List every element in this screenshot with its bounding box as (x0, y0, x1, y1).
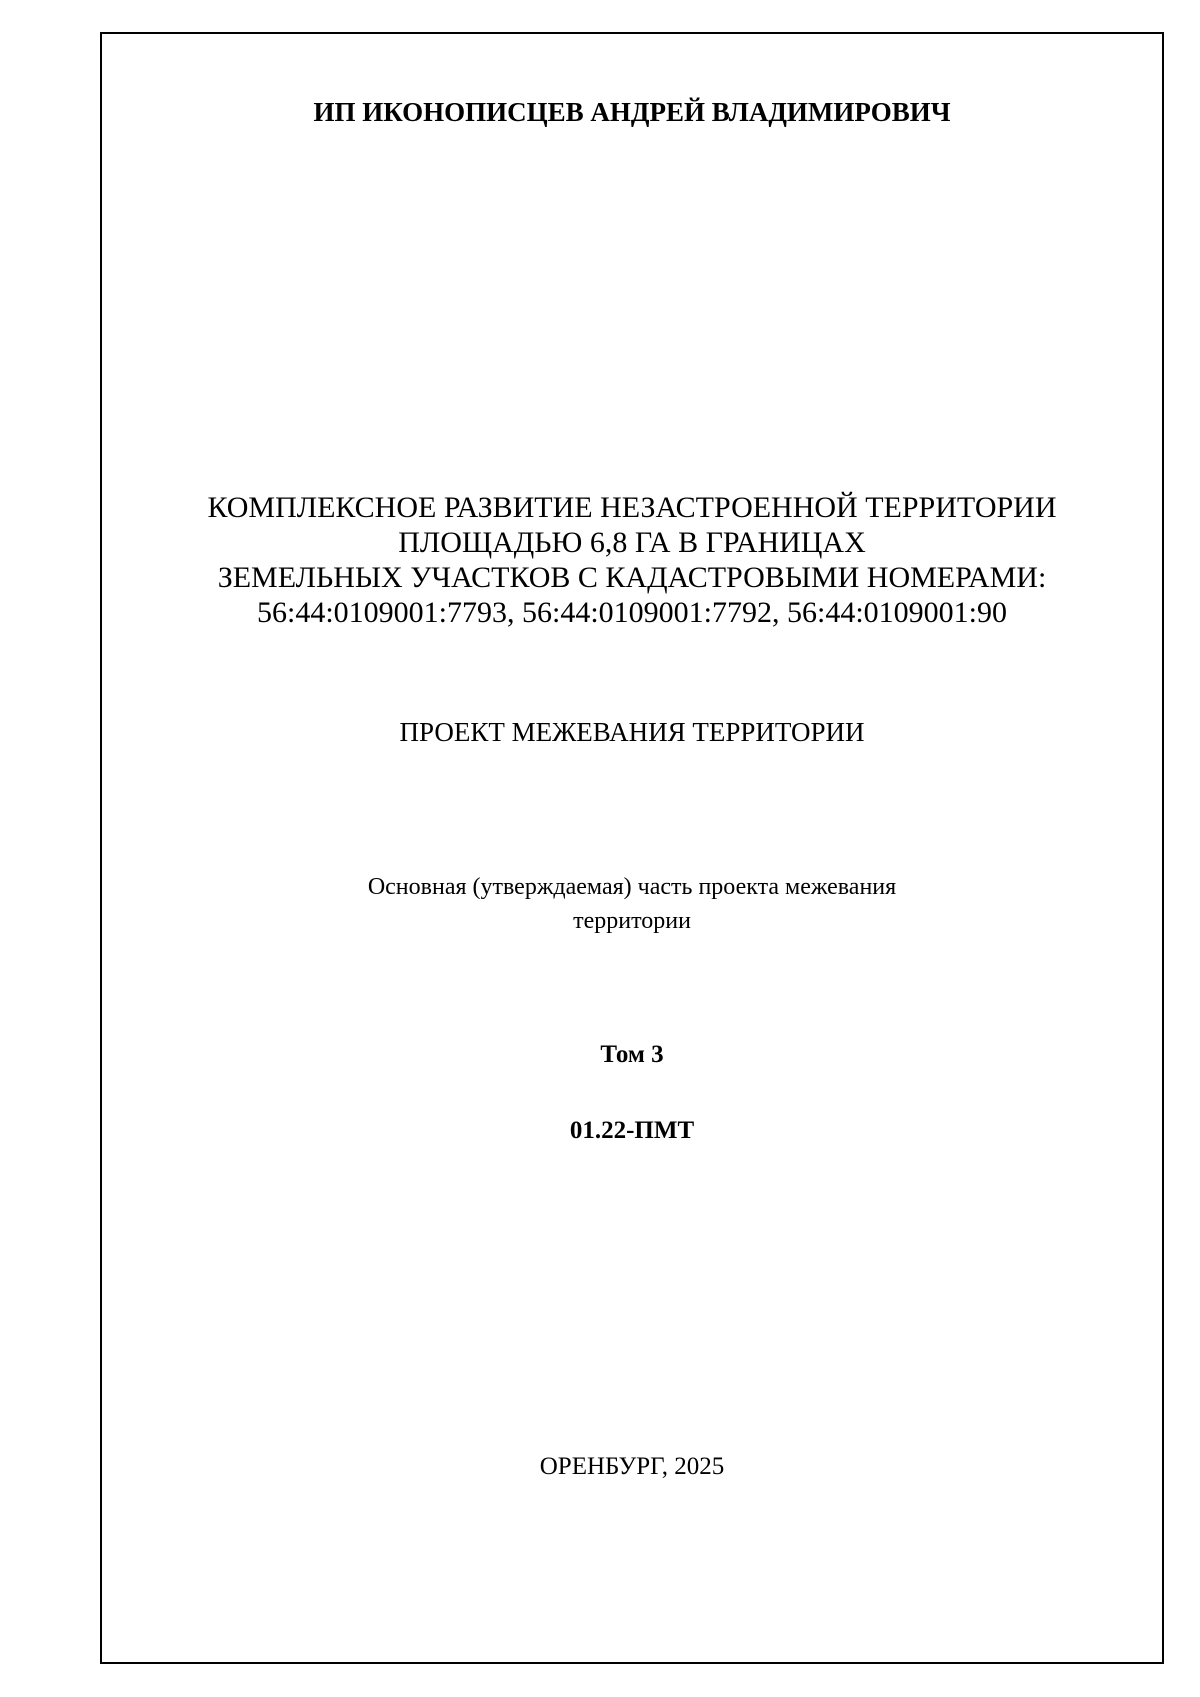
page-border-frame (100, 32, 1164, 1664)
title-line: ПЛОЩАДЬЮ 6,8 ГА В ГРАНИЦАХ (398, 526, 866, 559)
document-part (100, 870, 1164, 938)
document-title (100, 490, 1164, 630)
title-line: ЗЕМЕЛЬНЫХ УЧАСТКОВ С КАДАСТРОВЫМИ НОМЕРАМИ: (217, 561, 1047, 594)
organization-name: ИП ИКОНОПИСЦЕВ АНДРЕЙ ВЛАДИМИРОВИЧ (313, 97, 951, 127)
city-year: ОРЕНБУРГ, 2025 (539, 1453, 725, 1480)
part-line: Основная (утверждаемая) часть проекта межевания (367, 874, 897, 900)
volume-number: Том 3 (600, 1041, 664, 1068)
document-code: 01.22-ПМТ (569, 1117, 695, 1144)
part-line: территории (573, 908, 691, 934)
title-line: КОМПЛЕКСНОЕ РАЗВИТИЕ НЕЗАСТРОЕННОЙ ТЕРРИТОРИИ (207, 491, 1057, 524)
title-line: 56:44:0109001:7793, 56:44:0109001:7792, 56:44:0109001:90 (256, 596, 1007, 629)
document-subtitle: ПРОЕКТ МЕЖЕВАНИЯ ТЕРРИТОРИИ (399, 717, 865, 747)
